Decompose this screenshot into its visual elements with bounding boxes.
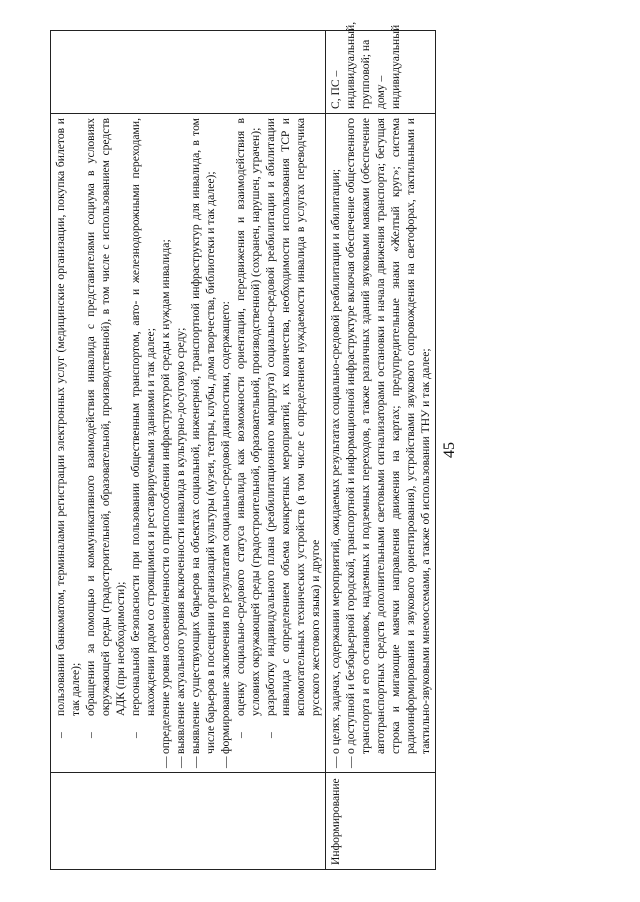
form-cell: С, ПС – индивидуальный, групповой; на дому – индивидуальный <box>326 31 436 114</box>
content-cell <box>51 114 326 773</box>
list-item: — о целях, задачах, содержании мероприятий, ожидаемых результатах социально-средовой реабилитации и абилитации; <box>329 169 342 768</box>
list-item: – обращении за помощью и коммуникативного взаимодействия инвалида с представителями социума в условиях окружающей среды (градостроительной, образовательной, производственной), в том числе с использованием средств АДК (при необходимости); <box>84 118 127 738</box>
list-item: — определение уровня освоения/ненности о приспособлении инфраструктурой среды к нуждам инвалида; <box>159 239 172 768</box>
rotated-table-wrapper <box>50 21 432 870</box>
service-cell: Информирование <box>326 773 436 870</box>
content-cell <box>326 114 436 773</box>
list-item: — выявление актуального уровня включенности инвалида в культурно-досуговую среду; <box>174 327 187 768</box>
list-item: — формирование заключения по результатам социально-средовой диагностики, содержащего: <box>219 301 232 768</box>
page-number: 45 <box>441 442 458 458</box>
list-item: — о доступной и безбарьерной городской, транспортной и информационной инфраструктуре включая обеспечение общественного транспорта и его остановок, надземных и подземных переходов, а также различных зданий звуковыми маяками (обеспечение автотранспортных средств дополнительными световыми сигнализаторами остановки и начала движения транспорта; бегущая строка и мигающие маячки направления движения на картах; предупредительные знаки «Желтый круг»; система радиоинформирования и звукового ориентирования), устройствами звукового сопровождения на светофорах, тактильными и тактильно-звуковыми мнемосхемами, а также об использовании ТНУ и так далее; <box>344 118 432 768</box>
table-row <box>326 31 436 870</box>
service-cell <box>51 773 326 870</box>
services-table <box>50 21 436 870</box>
form-cell <box>51 31 326 114</box>
list-item: – персональной безопасности при пользовании общественным транспортом, авто- и железнодорожными переходами, нахождении рядом со строящимися и реставрируемыми зданиями и так далее; <box>129 118 157 738</box>
list-item: – пользовании банкоматом, терминалами регистрации электронных услуг (медицинские организации, покупка билетов и так далее); <box>54 118 82 738</box>
list-item: — выявление существующих барьеров на объектах социальной, инженерной, транспортной инфраструктур для инвалида, в том числе барьеров в посещении организаций культуры (музеи, театры, клубы, дома творчества, библиотеки и так далее); <box>189 118 217 768</box>
table-row <box>51 31 326 870</box>
list-item: – оценку социально-средового статуса инвалида как возможности ориентации, передвижения и взаимодействия в условиях окружающей среды (градостроительной, образовательной, производственной) (сохранен, нарушен, утрачен); <box>234 118 262 738</box>
list-item: – разработку индивидуального плана (реабилитационного маршрута) социально-средовой реабилитации и абилитации инвалида с определением объема конкретных мероприятий, их количества, необходимости использования ТСР и вспомогательных технических устройств (в том числе с определением нуждаемости инвалида в услугах переводчика русского жестового языка) и другое <box>264 118 322 738</box>
